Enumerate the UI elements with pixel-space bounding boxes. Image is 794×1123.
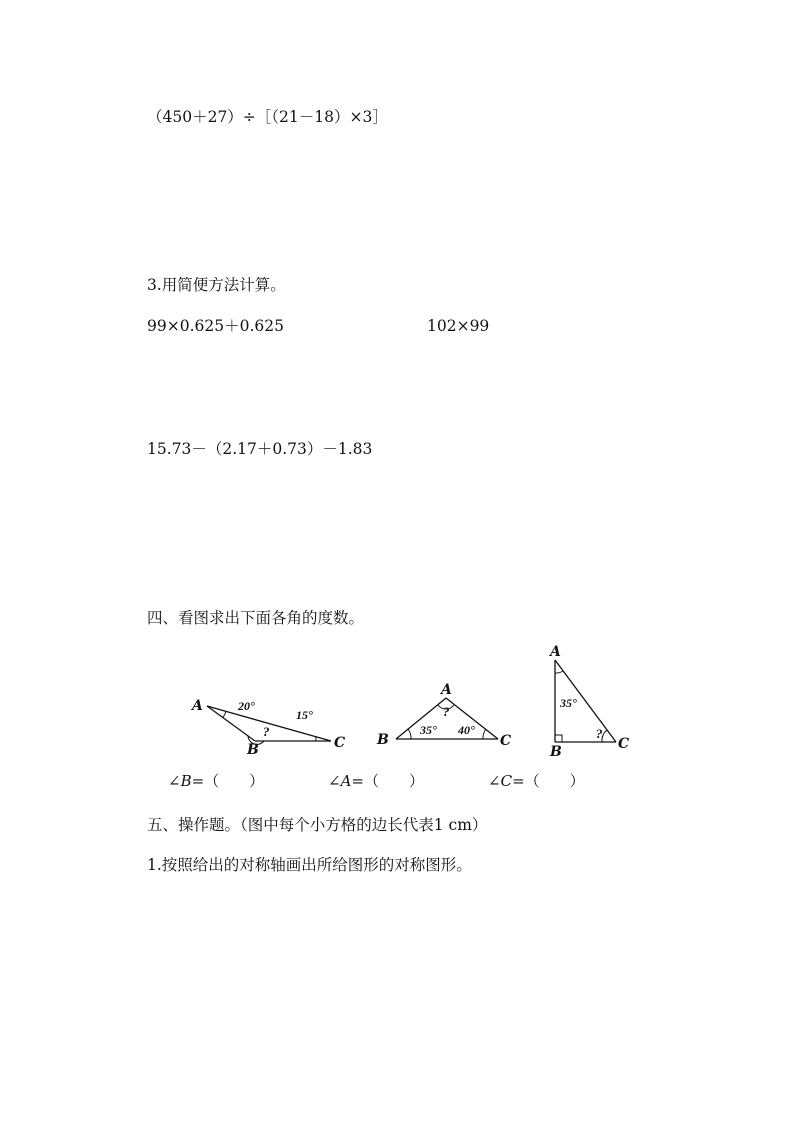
- fig2-label-a: A: [441, 682, 452, 698]
- expression-2: 99×0.625＋0.625: [147, 317, 284, 335]
- fig1-arc-a: [223, 711, 226, 718]
- fig3-right-angle-mark: [555, 735, 562, 742]
- fig1-label-a: A: [192, 698, 203, 714]
- fig1-label-b: B: [247, 742, 259, 758]
- answer-angle-c: [488, 774, 585, 789]
- fig3-arc-a: [555, 671, 563, 673]
- fig1-angle-c-value: 15°: [296, 708, 313, 722]
- answer-blank: =（ ）: [351, 772, 424, 790]
- answer-letter: A: [340, 772, 352, 790]
- angle-symbol: ∠: [488, 772, 501, 790]
- fig2-unknown-mark: ?: [443, 704, 450, 719]
- triangle-figure-2: [375, 680, 525, 750]
- fig2-arc-b: [408, 729, 411, 739]
- fig2-label-b: B: [377, 732, 389, 748]
- triangle-figure-3: [545, 640, 640, 760]
- angle-symbol: ∠: [168, 772, 181, 790]
- answer-angle-a: [328, 774, 424, 789]
- answer-angle-b: [168, 774, 264, 789]
- fig3-label-b: B: [550, 744, 562, 760]
- section-3-title: 3.用简便方法计算。: [147, 276, 286, 294]
- section-5-title: 五、操作题。（图中每个小方格的边长代表1 cm）: [147, 816, 488, 834]
- fig1-unknown-mark: ?: [263, 724, 270, 739]
- answer-blank: =（ ）: [512, 772, 585, 790]
- answer-blank: =（ ）: [191, 772, 265, 790]
- fig2-angle-c-value: 40°: [458, 723, 475, 737]
- expression-3: 102×99: [427, 317, 490, 335]
- fig3-arc-c: [602, 730, 607, 742]
- fig1-label-c: C: [334, 735, 346, 751]
- fig3-label-a: A: [550, 644, 561, 660]
- fig3-unknown-mark: ?: [596, 726, 603, 741]
- fig2-label-c: C: [500, 733, 512, 749]
- angle-symbol: ∠: [328, 772, 341, 790]
- section-4-title: 四、看图求出下面各角的度数。: [147, 609, 365, 627]
- triangle-figure-1: [185, 690, 355, 760]
- answer-letter: B: [180, 772, 192, 790]
- fig2-arc-c: [483, 729, 486, 739]
- fig3-angle-a-value: 35°: [560, 696, 577, 710]
- task-1-instruction: 1.按照给出的对称轴画出所给图形的对称图形。: [147, 856, 472, 874]
- expression-1: （450＋27）÷［（21－18）×3］: [147, 108, 388, 126]
- fig1-angle-a-value: 20°: [238, 699, 255, 713]
- answer-letter: C: [500, 772, 513, 790]
- expression-4: 15.73－（2.17＋0.73）－1.83: [147, 440, 373, 458]
- fig2-angle-b-value: 35°: [420, 723, 437, 737]
- fig3-label-c: C: [618, 736, 630, 752]
